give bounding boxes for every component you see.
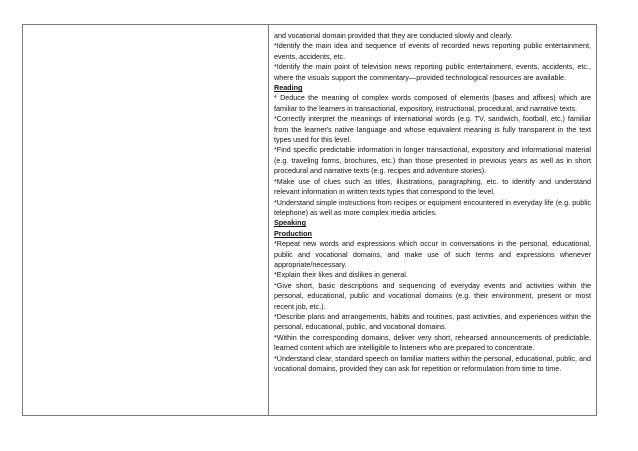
- right-column-cell: [269, 25, 596, 415]
- reading-item-4: *Make use of clues such as titles, illustrations, paragraphing, etc. to identify and understand relevant information in written texts types that correspond to the level.: [274, 176, 591, 197]
- left-column-cell: [23, 25, 269, 415]
- production-item-3: *Give short, basic descriptions and sequencing of everyday events and activities within the personal, educational, public and vocational domains (e.g. their environment, present or most recent job, etc.).: [274, 280, 591, 311]
- intro-line-1: and vocational domain provided that they are conducted slowly and clearly.: [274, 31, 513, 40]
- production-item-6: *Understand clear, standard speech on familiar matters within the personal, educational, public, and vocational domains, provided they can ask for repetition or reformulation from time to time.: [274, 353, 591, 373]
- intro-line-2: *Identify the main idea and sequence of events of recorded news reporting public entertainment, events, accidents, etc.: [274, 41, 591, 61]
- production-heading: Production: [274, 228, 312, 238]
- reading-item-1: * Deduce the meaning of complex words composed of elements (bases and affixes) which are familiar to the learners in transactional, expository, instructional, procedural, and narrative texts.: [274, 93, 591, 113]
- production-item-5: *Within the corresponding domains, deliver very short, rehearsed announcements of predictable, learned content which are intelligible to listeners who are prepared to concentrate.: [274, 332, 591, 353]
- reading-item-5: *Understand simple instructions from recipes or equipment encountered in everyday life (e.g. public telephone) as well as more complex media articles.: [274, 197, 591, 217]
- intro-line-3: *Identify the main point of television news reporting public entertainment, events, accidents, etc., where the visuals support the commentary—provided technological resources are available.: [274, 62, 591, 82]
- content-table: [22, 24, 597, 416]
- speaking-heading: Speaking: [274, 218, 306, 228]
- production-item-1: *Repeat new words and expressions which occur in conversations in the personal, educational, public and vocational domains, and make use of such terms and expressions whenever appropriate/necessary.: [274, 239, 591, 269]
- reading-heading: Reading: [274, 83, 303, 93]
- reading-item-2: *Correctly interpret the meanings of international words (e.g. TV, sandwich, football, etc.) familiar from the learner's native language and whose equivalent meaning is fully transparent in the text types used for this level.: [274, 114, 591, 145]
- production-item-2: *Explain their likes and dislikes in general.: [274, 270, 408, 280]
- reading-item-3: *Find specific predictable information in longer transactional, expository and informational material (e.g. traveling forms, brochures, etc.) than those presented in previous years as well as in short procedural and narrative texts (e.g. recipes and adventure stories).: [274, 145, 591, 176]
- production-item-4: *Describe plans and arrangements, habits and routines, past activities, and experiences within the personal, educational, public, and vocational domains.: [274, 311, 591, 332]
